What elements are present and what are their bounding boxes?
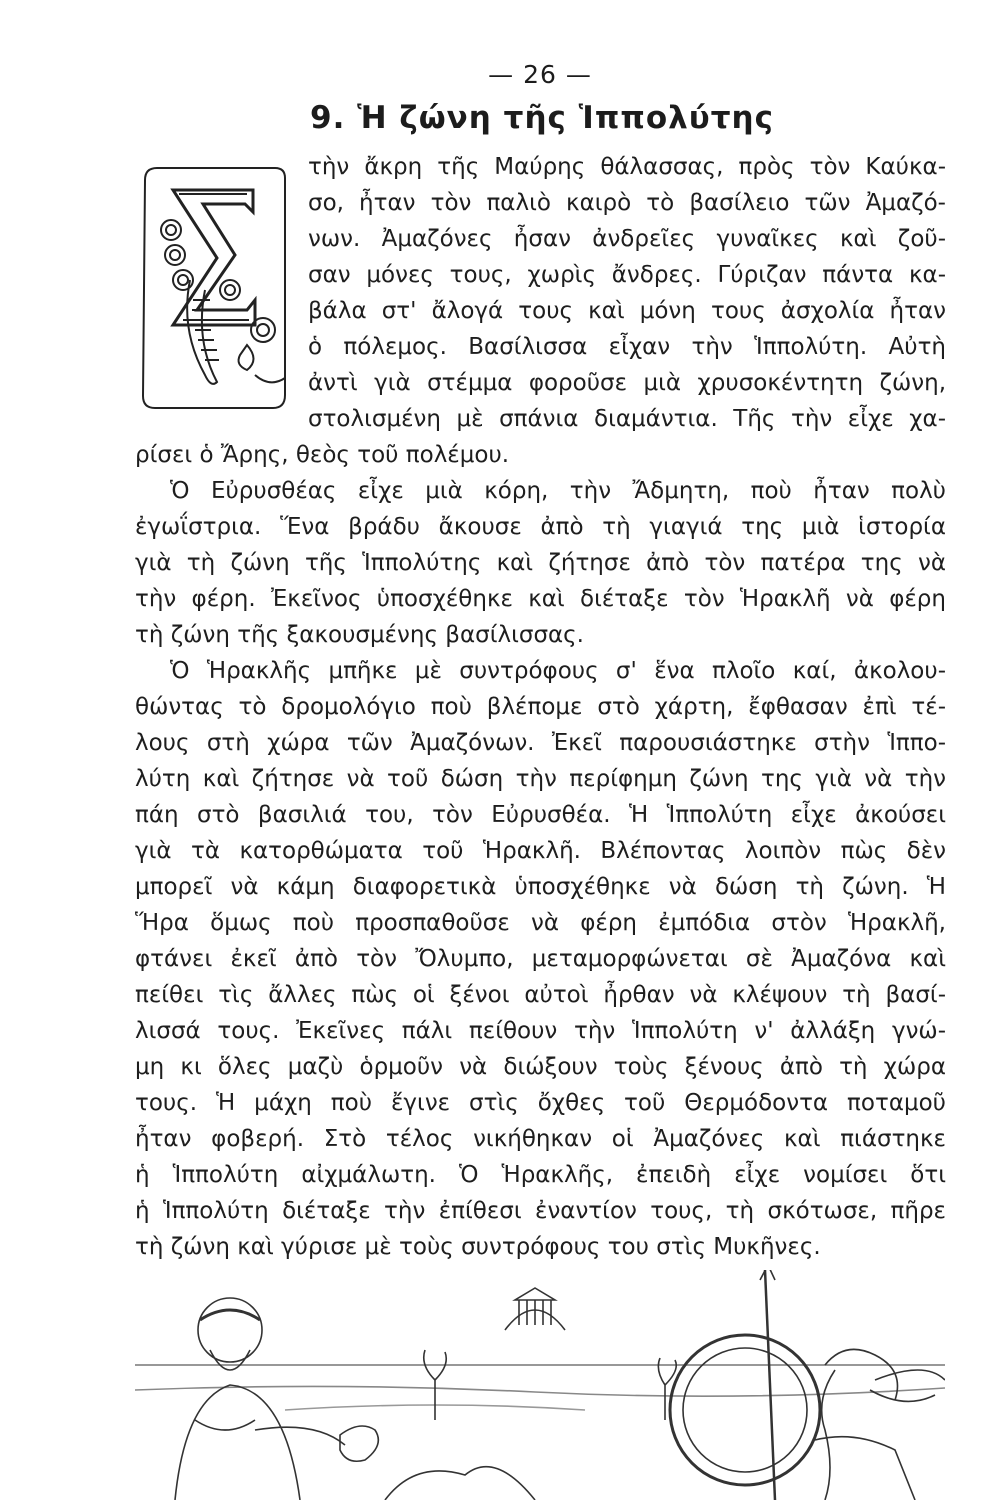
ornate-letter-sigma-icon [135,160,290,415]
text-line: ἡ Ἱππολύτη αἰχμάλωτη. Ὁ Ἡρακλῆς, ἐπειδὴ εἶχε νομίσει ὅτι [135,1162,946,1188]
text-line: μη κι ὅλες μαζὺ ὁρμοῦν νὰ διώξουν τοὺς ξένους ἀπὸ τὴ χώρα [135,1054,946,1080]
text-line: λους στὴ χώρα τῶν Ἀμαζόνων. Ἐκεῖ παρουσιάστηκε στὴν Ἱππο- [135,730,946,756]
text-line: νων. Ἀμαζόνες ἦσαν ἀνδρεῖες γυναῖκες καὶ ζοῦ- [308,226,946,252]
text-line: μπορεῖ νὰ κάμη διαφορετικὰ ὑποσχέθηκε νὰ δώση τὴ ζώνη. Ἡ [135,874,946,900]
text-line: πάη στὸ βασιλιά του, τὸν Εὐρυσθέα. Ἡ Ἱππολύτη εἶχε ἀκούσει [135,802,946,828]
text-line: βάλα στ' ἄλογά τους καὶ μόνη τους ἀσχολία ἦταν [308,298,946,324]
text-line: λισσά τους. Ἐκεῖνες πάλι πείθουν τὴν Ἱππολύτη ν' ἀλλάξη γνώ- [135,1018,946,1044]
text-line: Ὁ Εὐρυσθέας εἶχε μιὰ κόρη, τὴν Ἄδμητη, ποὺ ἦταν πολὺ [170,478,946,504]
text-line: γιὰ τὰ κατορθώματα τοῦ Ἡρακλῆ. Βλέποντας λοιπὸν πὼς δὲν [135,838,946,864]
illustration [135,1270,945,1500]
text-line: λύτη καὶ ζήτησε νὰ τοῦ δώση τὴν περίφημη ζώνη της γιὰ νὰ τὴν [135,766,946,792]
text-line: θώντας τὸ δρομολόγιο ποὺ βλέπομε στὸ χάρτη, ἔφθασαν ἐπὶ τέ- [135,694,946,720]
text-line: τὴ ζώνη καὶ γύρισε μὲ τοὺς συντρόφους του στὶς Μυκῆνες. [135,1234,821,1260]
text-line: ἐγωΐστρια. Ἕνα βράδυ ἄκουσε ἀπὸ τὴ γιαγιά της μιὰ ἱστορία [135,514,946,540]
heracles-and-amazon-illustration-icon [135,1270,945,1500]
text-line: τὴν φέρη. Ἐκεῖνος ὑποσχέθηκε καὶ διέταξε τὸν Ἡρακλῆ νὰ φέρη [135,586,946,612]
text-line: ἦταν φοβερή. Στὸ τέλος νικήθηκαν οἱ Ἀμαζόνες καὶ πιάστηκε [135,1126,946,1152]
chapter-title: 9. Ἡ ζώνη τῆς Ἱππολύτης [310,100,774,136]
text-line: γιὰ τὴ ζώνη τῆς Ἱππολύτης καὶ ζήτησε ἀπὸ τὸν πατέρα της νὰ [135,550,946,576]
text-line: ἀντὶ γιὰ στέμμα φοροῦσε μιὰ χρυσοκέντητη ζώνη, [308,370,946,396]
text-line: στολισμένη μὲ σπάνια διαμάντια. Τῆς τὴν εἶχε χα- [308,406,946,432]
page-number: — 26 — [488,60,592,89]
text-line: ἡ Ἱππολύτη διέταξε τὴν ἐπίθεσι ἐναντίον τους, τὴ σκότωσε, πῆρε [135,1198,946,1224]
text-line: σο, ἦταν τὸν παλιὸ καιρὸ τὸ βασίλειο τῶν Ἀμαζό- [308,190,946,216]
text-line: ὁ πόλεμος. Βασίλισσα εἶχαν τὴν Ἱππολύτη. Αὐτὴ [308,334,946,360]
text-line: τὴν ἄκρη τῆς Μαύρης θάλασσας, πρὸς τὸν Καύκα- [308,154,946,180]
text-line: τὴ ζώνη τῆς ξακουσμένης βασίλισσας. [135,622,584,648]
text-line: φτάνει ἐκεῖ ἀπὸ τὸν Ὄλυμπο, μεταμορφώνεται σὲ Ἀμαζόνα καὶ [135,946,946,972]
drop-cap [135,160,290,415]
text-line: σαν μόνες τους, χωρὶς ἄνδρες. Γύριζαν πάντα κα- [308,262,946,288]
text-line: τους. Ἡ μάχη ποὺ ἔγινε στὶς ὄχθες τοῦ Θερμόδοντα ποταμοῦ [135,1090,946,1116]
drop-cap-letter: Σ [135,160,136,161]
text-line: Ἥρα ὅμως ποὺ προσπαθοῦσε νὰ φέρη ἐμπόδια στὸν Ἡρακλῆ, [135,910,946,936]
text-line: ρίσει ὁ Ἄρης, θεὸς τοῦ πολέμου. [135,442,510,468]
text-line: πείθει τὶς ἄλλες πὼς οἱ ξένοι αὐτοὶ ἦρθαν νὰ κλέψουν τὴ βασί- [135,982,946,1008]
text-line: Ὁ Ἡρακλῆς μπῆκε μὲ συντρόφους σ' ἕνα πλοῖο καί, ἀκολου- [170,658,946,684]
